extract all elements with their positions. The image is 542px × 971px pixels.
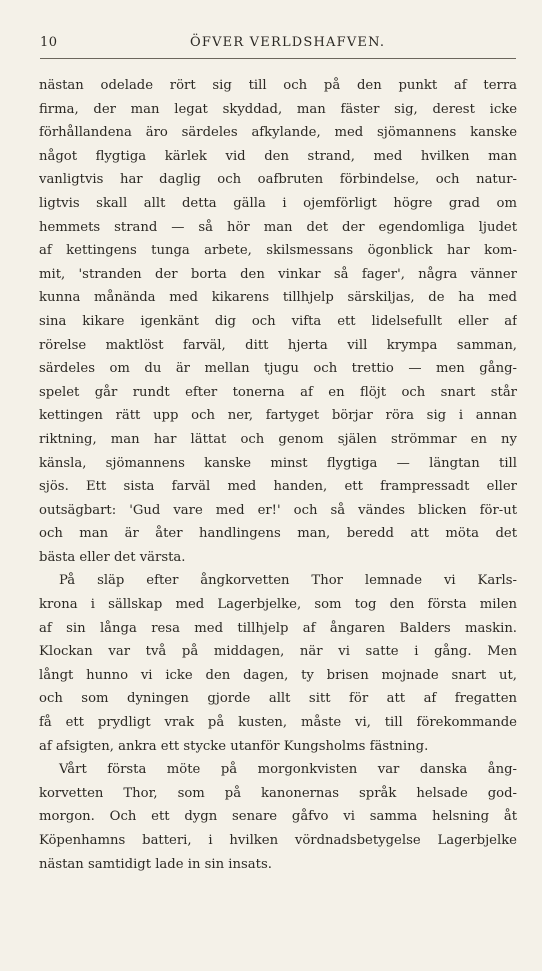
page-header [40, 35, 516, 57]
paragraph-start-line: Vårt första möte på morgonkvisten var danska ång- [59, 762, 517, 778]
text-line: sjös. Ett sista farväl med handen, ett frampressadt eller [39, 479, 517, 495]
text-line: nästan odelade rört sig till och på den punkt af terra [39, 78, 517, 93]
header-rule [40, 58, 516, 59]
text-line: outsägbart: 'Gud vare med er!' och så vändes blicken för-ut [39, 502, 517, 518]
text-line: mit, 'stranden der borta den vinkar så fager', några vänner [39, 266, 517, 282]
text-line: särdeles om du är mellan tjugu och trettio — men gång- [39, 361, 517, 377]
body-text [39, 74, 517, 876]
text-line: hemmets strand — så hör man det der egendomliga ljudet [39, 219, 517, 235]
text-line: känsla, sjömannens kanske minst flygtiga — längtan till [39, 455, 517, 471]
text-line: rörelse maktlöst farväl, ditt hjerta vill krympa samman, [39, 337, 517, 353]
text-line: Klockan var två på middagen, när vi satte i gång. Men [39, 644, 517, 660]
text-line: ligtvis skall allt detta gälla i ojemförligt högre grad om [39, 195, 517, 211]
text-line: långt hunno vi icke den dagen, ty brisen mojnade snart ut, [39, 667, 517, 683]
text-line: kettingen rätt upp och ner, fartyget börjar röra sig i annan [39, 408, 517, 424]
text-line: af sin långa resa med tillhjelp af ångaren Balders maskin. [39, 620, 517, 636]
text-line: spelet går rundt efter tonerna af en flöjt och snart står [39, 384, 517, 400]
text-line: förhållandena äro särdeles afkylande, med sjömannens kanske [39, 125, 517, 141]
text-line: korvetten Thor, som på kanonernas språk helsade god- [39, 785, 517, 801]
paragraph-end-line: af afsigten, ankra ett stycke utanför Kungsholms fästning. [39, 738, 429, 754]
page-number: 10 [40, 35, 58, 50]
text-line: krona i sällskap med Lagerbjelke, som tog den första milen [39, 597, 517, 613]
text-line: af kettingens tunga arbete, skilsmessans ögonblick har kom- [39, 243, 517, 259]
paragraph-start-line: På släp efter ångkorvetten Thor lemnade vi Karls- [59, 573, 517, 589]
text-line: morgon. Och ett dygn senare gåfvo vi samma helsning åt [39, 809, 517, 825]
text-line: sina kikare igenkänt dig och vifta ett lidelsefullt eller af [39, 313, 517, 329]
paragraph-end-line: nästan samtidigt lade in sin insats. [39, 856, 272, 872]
text-line: firma, der man legat skyddad, man fäster sig, derest icke [39, 101, 517, 117]
text-line: Köpenhamns batteri, i hvilken vördnadsbetygelse Lagerbjelke [39, 833, 517, 848]
text-line: riktning, man har lättat och genom själen strömmar en ny [39, 431, 517, 447]
text-line: få ett prydligt vrak på kusten, måste vi, till förekommande [39, 715, 517, 731]
running-head: ÖFVER VERLDSHAFVEN. [190, 35, 386, 50]
text-line: och som dyningen gjorde allt sitt för att af fregatten [39, 691, 517, 707]
paragraph-end-line: bästa eller det värsta. [39, 549, 186, 565]
text-line: kunna månända med kikarens tillhjelp särskiljas, de ha med [39, 290, 517, 306]
text-line: och man är åter handlingens man, beredd att möta det [39, 526, 517, 542]
text-line: vanligtvis har daglig och oafbruten förbindelse, och natur- [39, 172, 517, 188]
text-line: något flygtiga kärlek vid den strand, med hvilken man [39, 148, 517, 164]
